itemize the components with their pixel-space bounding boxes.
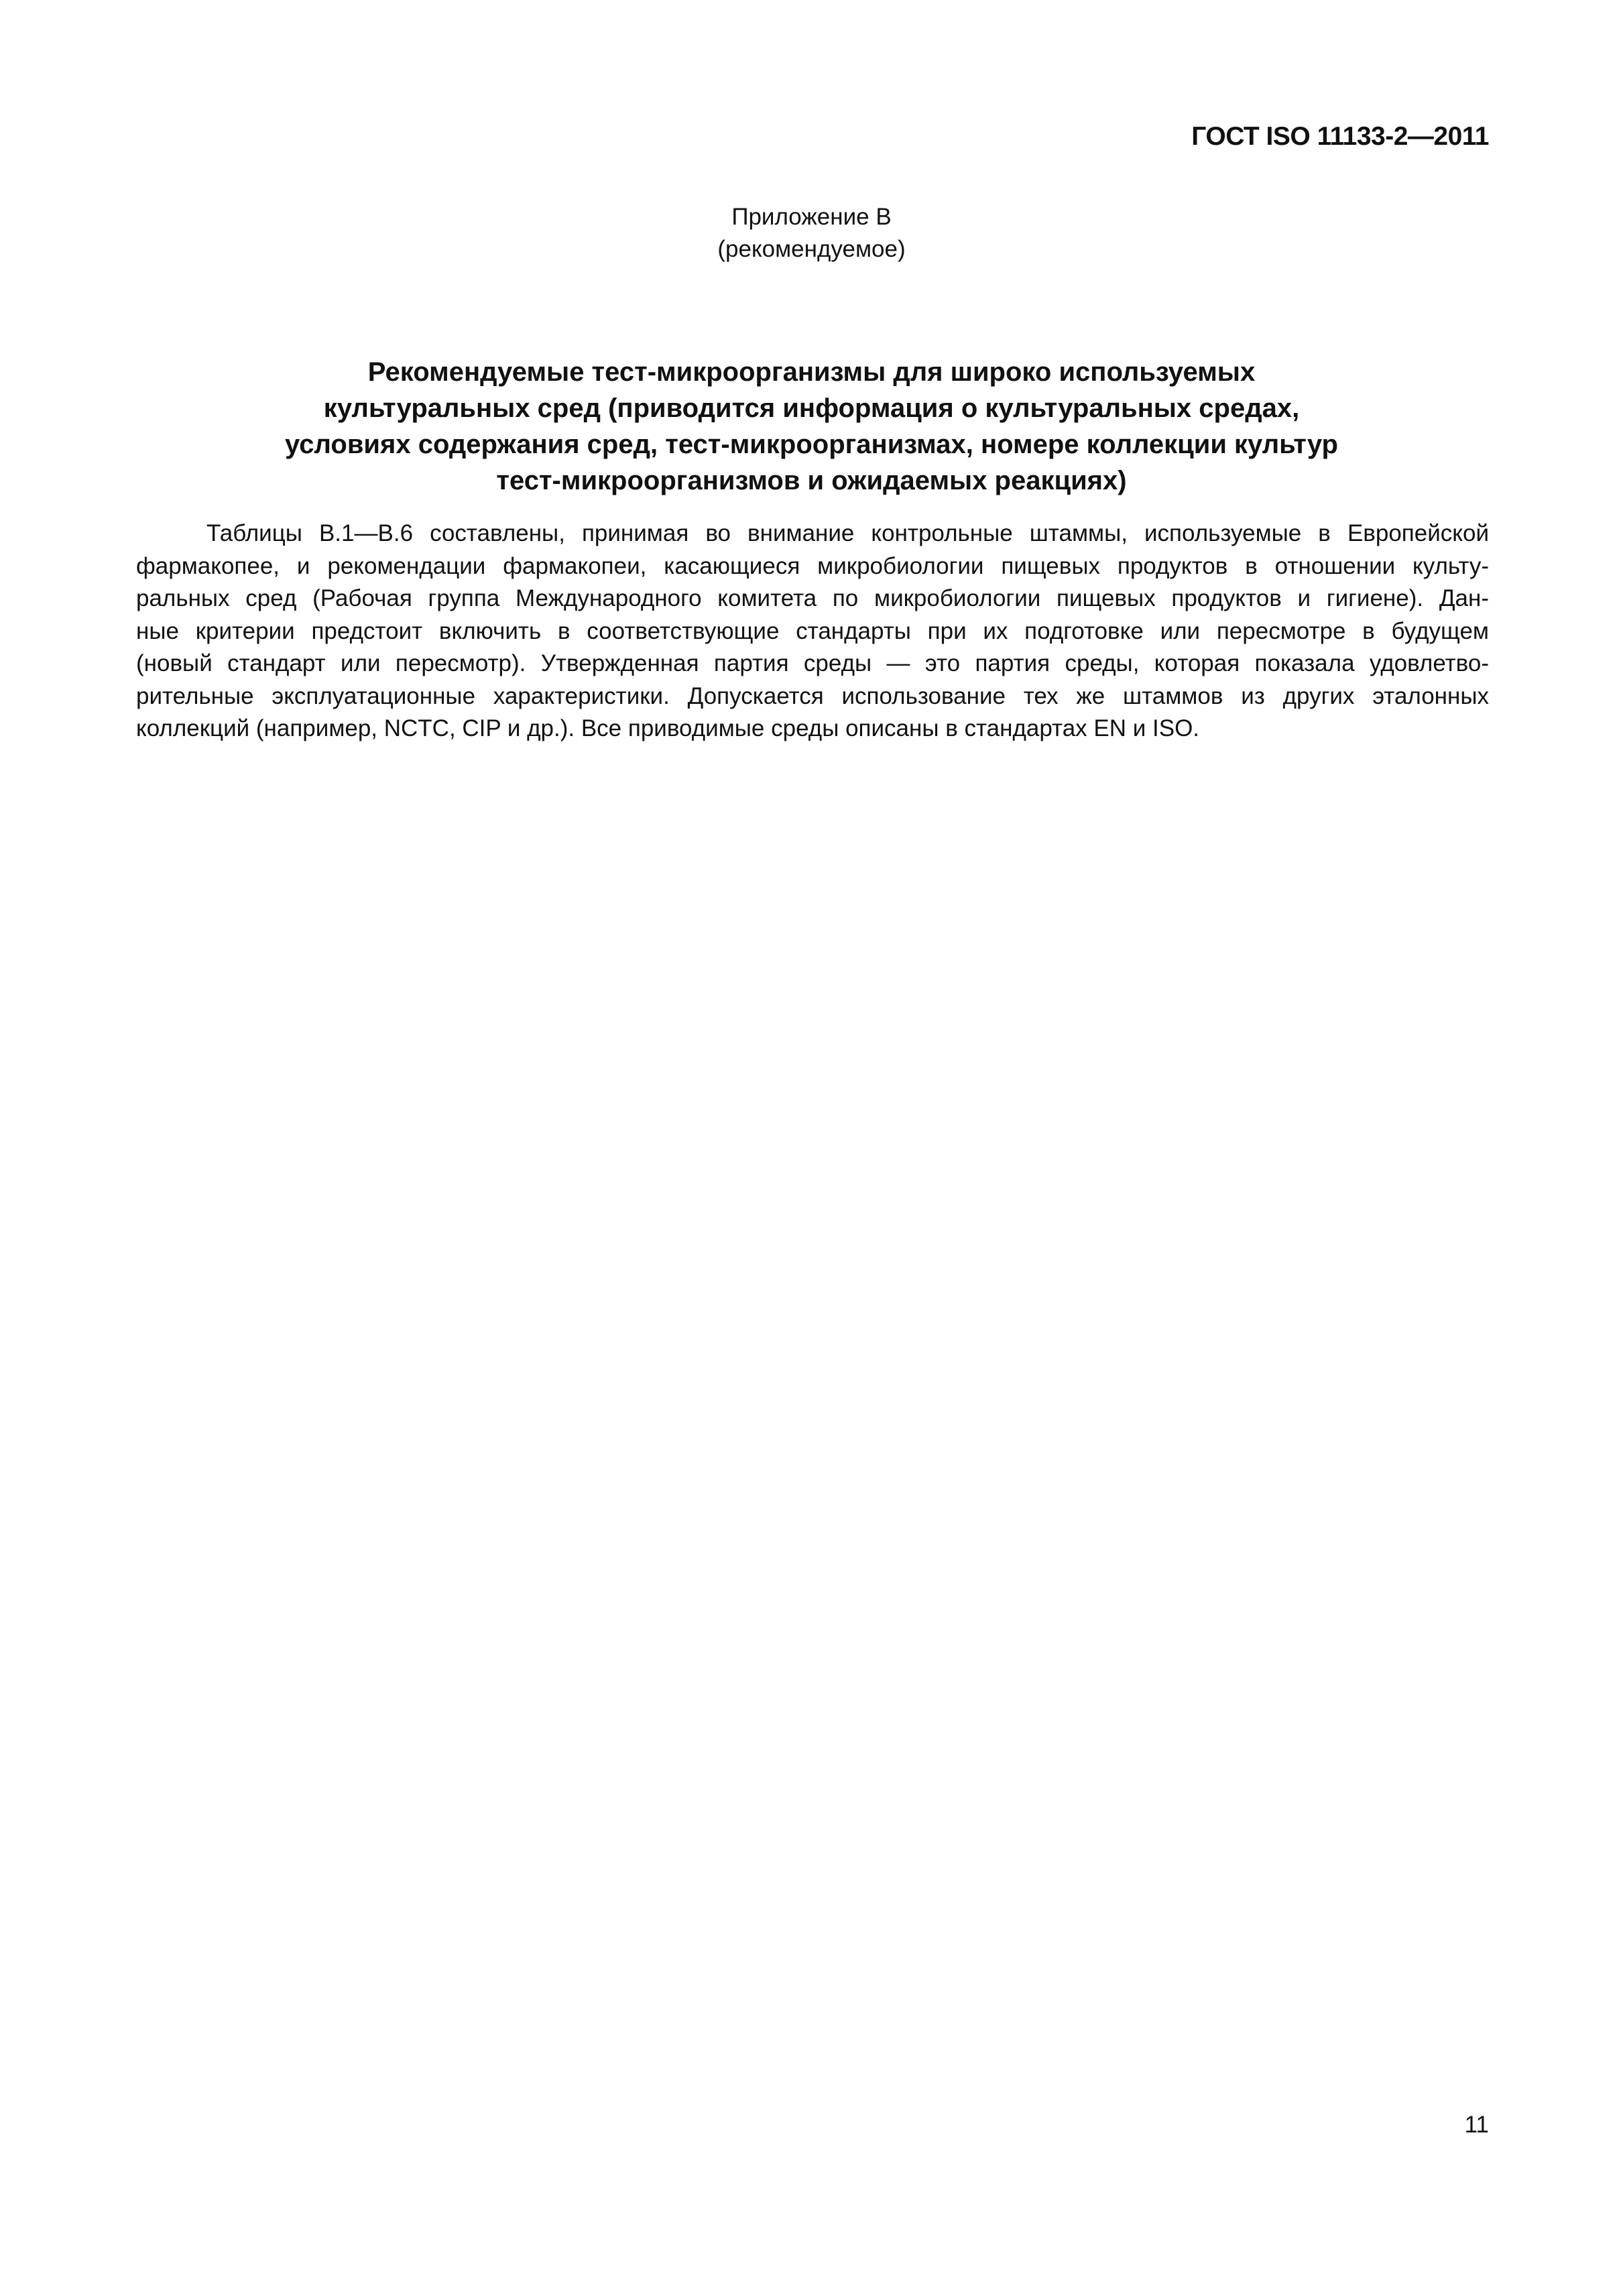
document-code: ГОСТ ISO 11133-2—2011 — [1191, 122, 1489, 151]
page-number: 11 — [1464, 2112, 1489, 2138]
paragraph-line: фармакопее, и рекомендации фармакопеи, касающиеся микробиологии пищевых продуктов в отношении культу- — [136, 552, 1489, 579]
paragraph-line: рительные эксплуатационные характеристики. Допускается использование тех же штаммов из других эталонных — [136, 682, 1489, 709]
appendix-label: Приложение В — [731, 204, 892, 230]
paragraph-line: коллекций (например, NCTC, CIP и др.). Все приводимые среды описаны в стандартах EN и ISO. — [136, 715, 1200, 741]
paragraph-line: ные критерии предстоит включить в соответствующие стандарты при их подготовке или пересмотре в будущем — [136, 617, 1489, 644]
section-title — [201, 354, 1422, 499]
paragraph-line: (новый стандарт или пересмотр). Утвержденная партия среды — это партия среды, которая показала удовлетво- — [136, 650, 1489, 676]
title-line: культуральных сред (приводится информация о культуральных средах, — [323, 394, 1300, 423]
paragraph-line: Таблицы В.1—В.6 составлены, принимая во внимание контрольные штаммы, используемые в Европейской — [206, 520, 1489, 546]
title-line: тест-микроорганизмов и ожидаемых реакциях) — [496, 466, 1127, 495]
title-line: условиях содержания сред, тест-микроорганизмах, номере коллекции культур — [285, 430, 1338, 459]
paragraph-line: ральных сред (Рабочая группа Международного комитета по микробиологии пищевых продуктов и гигиене). Дан- — [136, 585, 1489, 611]
body-paragraph — [136, 518, 1489, 745]
title-line: Рекомендуемые тест-микроорганизмы для широко используемых — [367, 357, 1256, 387]
appendix-status: (рекомендуемое) — [717, 236, 906, 262]
appendix-heading — [0, 201, 1623, 265]
